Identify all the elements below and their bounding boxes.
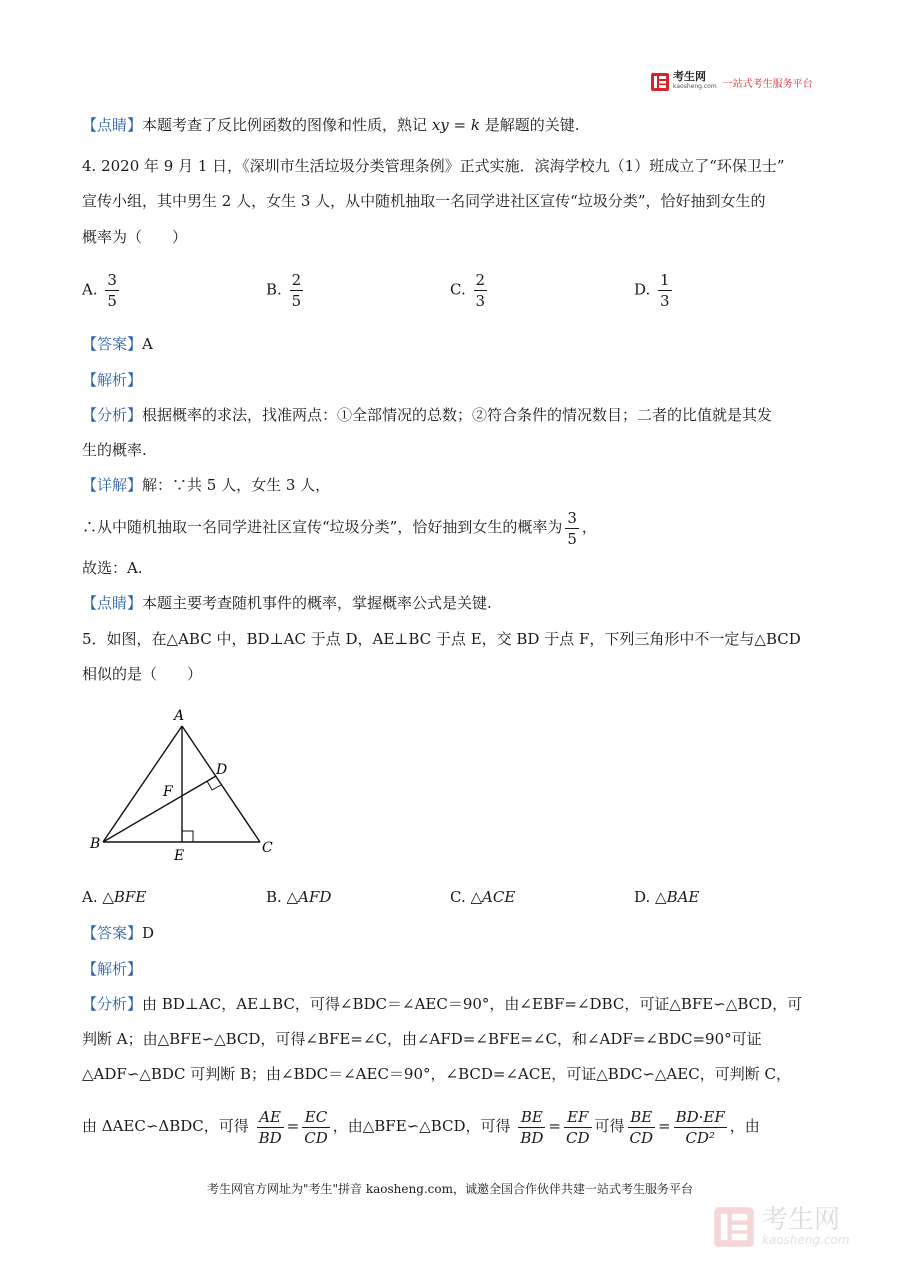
q4-option-d: D. $\frac{1}{3}$ (634, 271, 670, 310)
q4-option-a: A. $\frac{3}{5}$ (82, 271, 117, 310)
label-e: E (174, 848, 185, 864)
segment-bd (103, 776, 216, 842)
q4-answer: 【答案】A (82, 335, 153, 353)
right-angle-e (182, 831, 193, 842)
q4-option-c: C. $\frac{2}{3}$ (450, 271, 486, 310)
watermark-brand-cn: 考生网 (762, 1205, 841, 1235)
label-b: B (90, 836, 101, 852)
q4-option-b: B. $\frac{2}{5}$ (266, 271, 302, 310)
q4-fenxi-1: 【分析】根据概率的求法，找准两点：①全部情况的总数；②符合条件的情况数目；二者的比值就是其发 (82, 406, 773, 424)
q3-tip-tag: 【点睛】 (82, 116, 143, 134)
q4-analysis-tag: 【解析】 (82, 371, 143, 389)
q4-line1: 4. 2020 年 9 月 1 日，《深圳市生活垃圾分类管理条例》正式实施．滨海学校九（1）班成立了“环保卫士” (82, 157, 785, 175)
q5-line2: 相似的是（ ） (82, 665, 203, 683)
q5-line1: 5．如图，在△ABC 中，BD⊥AC 于点 D，AE⊥BC 于点 E，交 BD 于点 F，下列三角形中不一定与△BCD (82, 630, 801, 648)
q5-fenxi-3: △ADF∽△BDC 可判断 B；由∠BDC＝∠AEC＝90°，∠BCD=∠ACE，可证△BDC∽△AEC，可判断 C， (82, 1065, 791, 1083)
q4-xiangjie-1: 【详解】解：∵共 5 人，女生 3 人， (82, 476, 331, 494)
q4-choose: 故选：A. (82, 559, 143, 577)
watermark (712, 1205, 850, 1249)
watermark-brand-en: kaosheng.com (762, 1233, 850, 1247)
q5-option-b: B. △AFD (266, 888, 332, 906)
segment-ac (182, 726, 260, 842)
q5-last-line: 由 ΔAEC∽ΔBDC，可得 $\frac{AE}{BD}$ = $\frac{EC}{CD}$ ，由△BFE∽△BCD，可得 $\frac{BE}{BD}$ = $\frac{EF}{CD}$ 可得 $\frac{BE}{CD}$ = $\frac{BD\cdot EF}{\text{CD²}}$ ，由 (82, 1107, 760, 1147)
label-c: C (262, 840, 273, 856)
right-angle-d (207, 781, 221, 790)
q3-tip-text-a: 本题考查了反比例函数的图像和性质，熟记 (142, 116, 428, 134)
label-a: A (174, 708, 185, 724)
q5-analysis-tag: 【解析】 (82, 960, 143, 978)
q5-option-d: D. △BAE (634, 888, 700, 906)
q4-tip: 【点睛】本题主要考查随机事件的概率，掌握概率公式是关键. (82, 594, 492, 612)
header-slogan: 一站式考生服务平台 (722, 78, 813, 90)
q3-tip-text-b: 是解题的关键. (484, 116, 580, 134)
q5-fenxi-2: 判断 A；由△BFE∽△BCD，可得∠BFE=∠C，由∠AFD=∠BFE=∠C，和∠ADF=∠BDC=90°可证 (82, 1030, 762, 1048)
q4-xiangjie-2: ∴从中随机抽取一名同学进社区宣传“垃圾分类”，恰好抽到女生的概率为 $\frac{3}{5}$ ， (82, 508, 597, 548)
q3-tip (82, 114, 580, 136)
header-brand-cn: 考生网 (673, 70, 706, 83)
header-brand-en: kaosheng.com (673, 83, 717, 90)
label-d: D (216, 762, 228, 778)
q4-line2: 宣传小组，其中男生 2 人，女生 3 人，从中随机抽取一名同学进社区宣传“垃圾分类”，恰好抽到女生的 (82, 192, 766, 210)
header-logo (650, 72, 813, 92)
q3-tip-formula: xy = k (431, 116, 480, 134)
watermark-logo-icon (712, 1205, 756, 1249)
kaosheng-logo-icon (650, 72, 670, 92)
q5-answer: 【答案】D (82, 924, 155, 942)
q5-option-a: A. △BFE (82, 888, 147, 906)
q5-option-c: C. △ACE (450, 888, 516, 906)
footer-text: 考生网官方网址为"考生"拼音 kaosheng.com，诚邀全国合作伙伴共建一站式考生服务平台 (206, 1182, 694, 1196)
triangle-figure (88, 700, 288, 870)
q5-fenxi-1: 【分析】由 BD⊥AC，AE⊥BC，可得∠BDC＝∠AEC＝90°，由∠EBF=∠DBC，可证△BFE∽△BCD，可 (82, 995, 803, 1013)
label-f: F (163, 784, 173, 800)
q4-fenxi-2: 生的概率. (82, 441, 147, 459)
q4-line3: 概率为（ ） (82, 228, 188, 246)
